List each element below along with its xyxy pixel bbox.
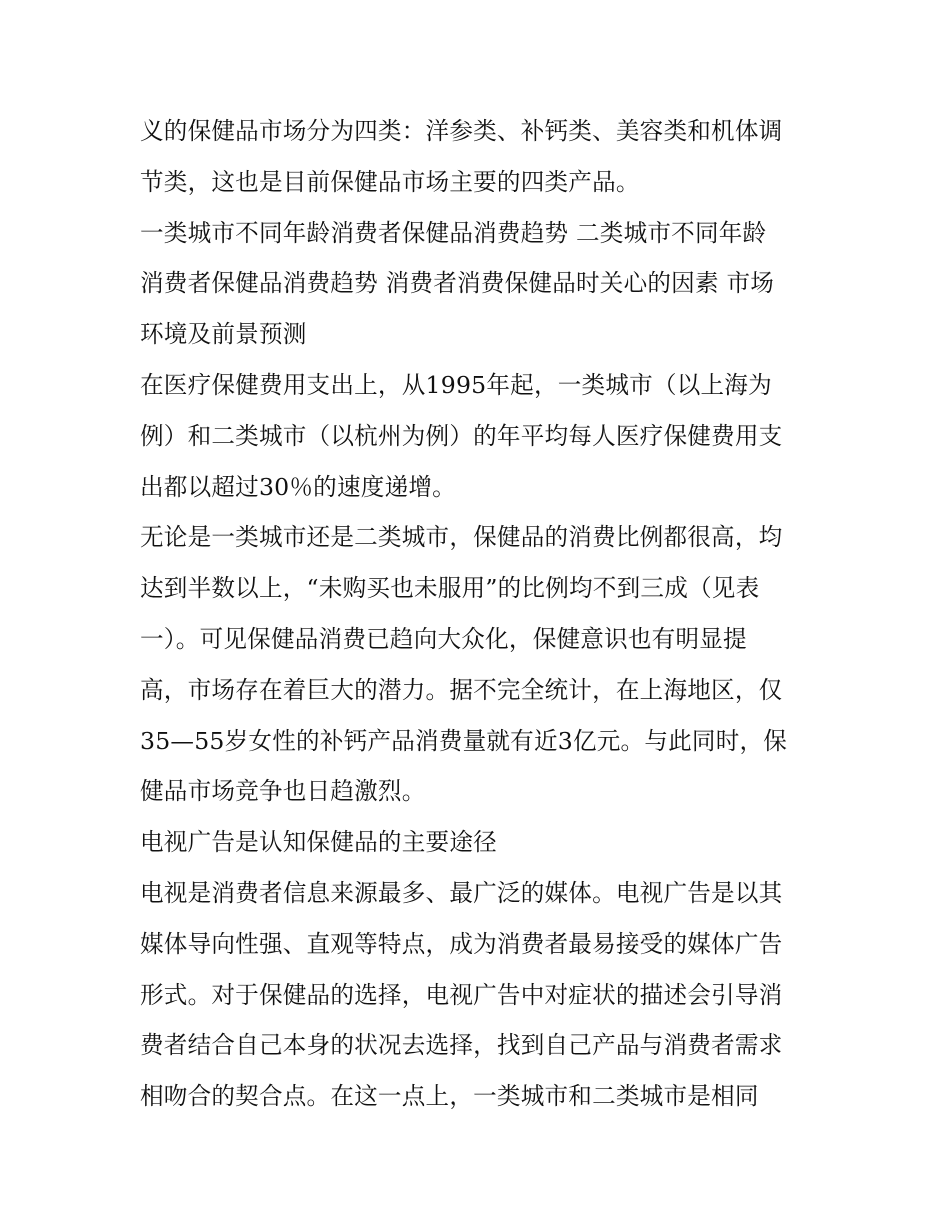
- text-line: 电视广告是认知保健品的主要途径: [140, 828, 497, 857]
- text-line: 媒体导向性强、直观等特点，成为消费者最易接受的媒体广告: [140, 929, 783, 958]
- text-line: 无论是一类城市还是二类城市，保健品的消费比例都很高，均: [140, 523, 783, 552]
- paragraph-section-headings: [140, 208, 812, 360]
- text-line: 出都以超过30％的速度递增。: [140, 472, 456, 501]
- paragraph-medical-spending: [140, 360, 812, 512]
- paragraph-tv-ads-body: [140, 868, 812, 1122]
- text-line: 形式。对于保健品的选择，电视广告中对症状的描述会引导消: [140, 980, 783, 1009]
- paragraph-tv-ads-heading: [140, 817, 812, 868]
- text-line: 义的保健品市场分为四类：洋参类、补钙类、美容类和机体调: [140, 117, 783, 145]
- text-line: 达到半数以上，“未购买也未服用”的比例均不到三成（见表: [140, 574, 760, 603]
- text-line: 费者结合自己本身的状况去选择，找到自己产品与消费者需求: [140, 1031, 783, 1060]
- text-line: 一）。可见保健品消费已趋向大众化，保健意识也有明显提: [140, 624, 747, 653]
- text-line: 例）和二类城市（以杭州为例）的年平均每人医疗保健费用支: [140, 421, 783, 450]
- text-line: 健品市场竞争也日趋激烈。: [140, 777, 426, 806]
- text-line: 相吻合的契合点。在这一点上，一类城市和二类城市是相同: [140, 1082, 759, 1111]
- paragraph-product-categories: [140, 106, 812, 208]
- text-line: 高，市场存在着巨大的潜力。据不完全统计，在上海地区，仅: [140, 675, 783, 704]
- text-line: 环境及前景预测: [140, 320, 307, 349]
- paragraph-consumption-ratio: [140, 512, 812, 817]
- text-line: 消费者保健品消费趋势 消费者消费保健品时关心的因素 市场: [140, 269, 775, 298]
- text-line: 一类城市不同年龄消费者保健品消费趋势 二类城市不同年龄: [140, 218, 767, 247]
- document-body: [140, 106, 812, 1122]
- text-line: 在医疗保健费用支出上，从1995年起，一类城市（以上海为: [140, 370, 772, 399]
- text-line: 电视是消费者信息来源最多、最广泛的媒体。电视广告是以其: [140, 878, 783, 907]
- text-line: 节类，这也是目前保健品市场主要的四类产品。: [140, 167, 640, 196]
- text-line: 35—55岁女性的补钙产品消费量就有近3亿元。与此同时，保: [140, 726, 788, 755]
